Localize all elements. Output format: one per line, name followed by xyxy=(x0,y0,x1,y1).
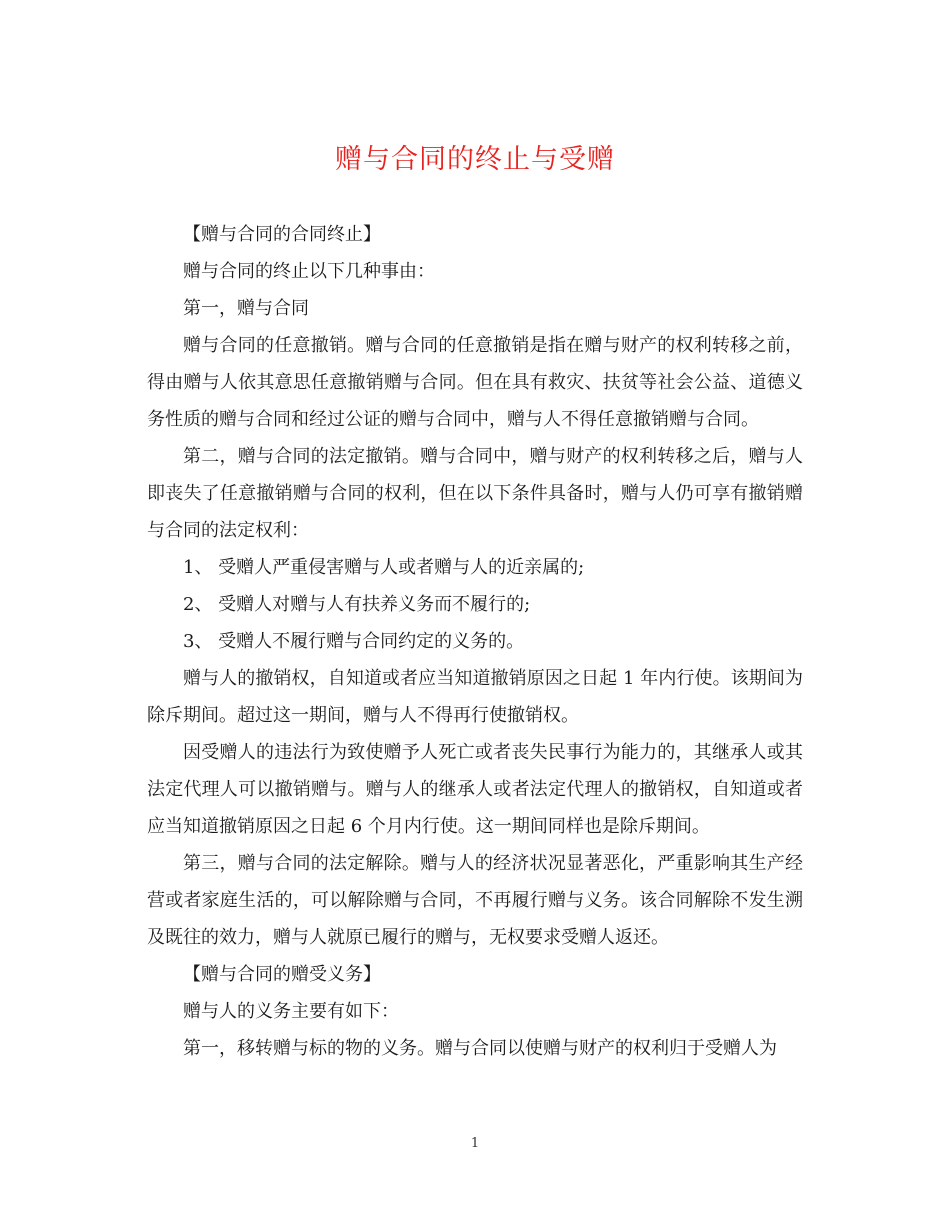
document-body xyxy=(147,216,803,1067)
paragraph: 赠与合同的任意撤销。赠与合同的任意撤销是指在赠与财产的权利转移之前，得由赠与人依其意思任意撤销赠与合同。但在具有救灾、扶贫等社会公益、道德义务性质的赠与合同和经过公证的赠与合同中，赠与人不得任意撤销赠与合同。 xyxy=(147,335,803,430)
paragraph: 赠与合同的终止以下几种事由： xyxy=(183,261,435,282)
page-number: 1 xyxy=(470,1136,480,1151)
paragraph: 第二，赠与合同的法定撤销。赠与合同中，赠与财产的权利转移之后，赠与人即丧失了任意撤销赠与合同的权利，但在以下条件具备时，赠与人仍可享有撤销赠与合同的法定权利： xyxy=(147,446,803,541)
paragraph: 第一，移转赠与标的物的义务。赠与合同以使赠与财产的权利归于受赠人为 xyxy=(183,1038,777,1059)
document-title: 赠与合同的终止与受赠 xyxy=(335,144,615,175)
paragraph: 第三，赠与合同的法定解除。赠与人的经济状况显著恶化，严重影响其生产经营或者家庭生活的，可以解除赠与合同，不再履行赠与义务。该合同解除不发生溯及既往的效力，赠与人就原已履行的赠与，无权要求受赠人返还。 xyxy=(147,853,803,948)
paragraph: 第一，赠与合同 xyxy=(183,298,309,319)
list-item: 1、 受赠人严重侵害赠与人或者赠与人的近亲属的; xyxy=(183,557,585,578)
paragraph: 赠与人的义务主要有如下： xyxy=(183,1001,399,1022)
paragraph: 赠与人的撤销权，自知道或者应当知道撤销原因之日起 1 年内行使。该期间为除斥期间。超过这一期间，赠与人不得再行使撤销权。 xyxy=(147,668,803,726)
section-heading-termination: 【赠与合同的合同终止】 xyxy=(183,224,381,245)
list-item: 3、 受赠人不履行赠与合同约定的义务的。 xyxy=(183,631,525,652)
list-item: 2、 受赠人对赠与人有扶养义务而不履行的; xyxy=(183,594,531,615)
paragraph: 因受赠人的违法行为致使赠予人死亡或者丧失民事行为能力的，其继承人或其法定代理人可以撤销赠与。赠与人的继承人或者法定代理人的撤销权，自知道或者应当知道撤销原因之日起 6 个月内行使。这一期间同样也是除斥期间。 xyxy=(147,742,803,837)
section-heading-obligations: 【赠与合同的赠受义务】 xyxy=(183,964,381,985)
